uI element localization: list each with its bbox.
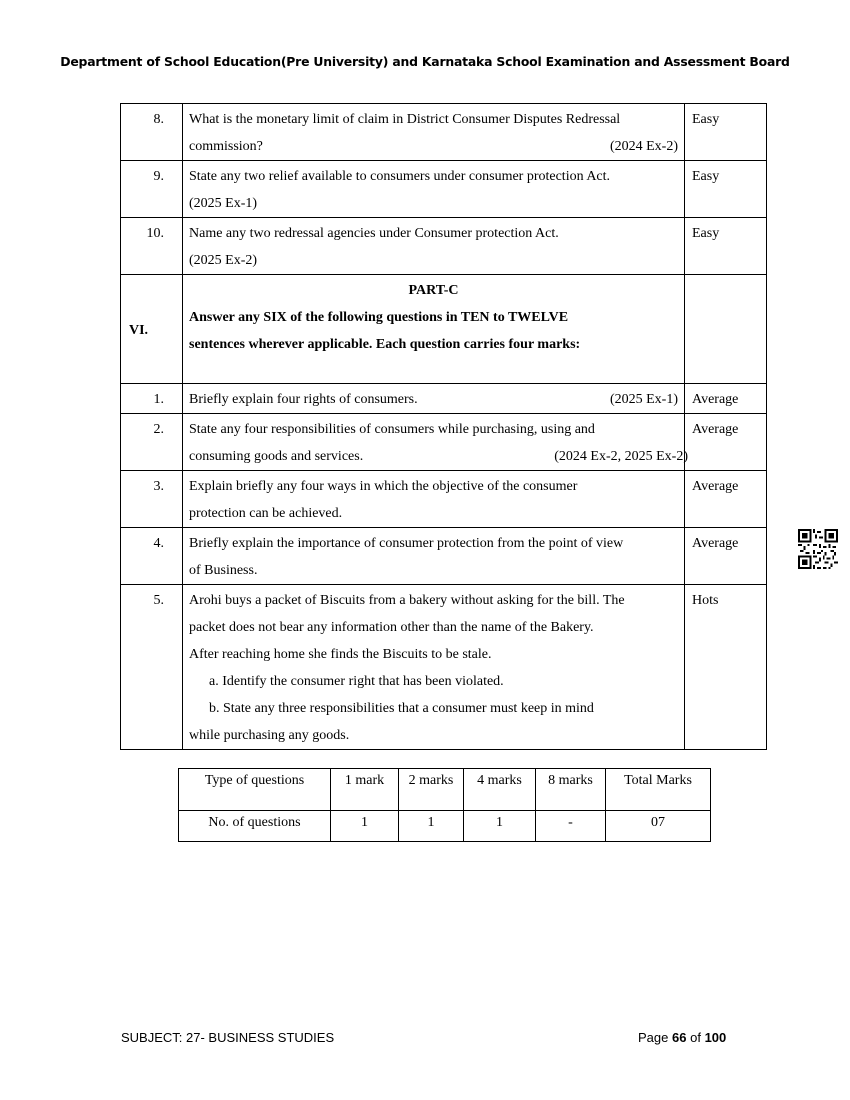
question-number: 10. <box>121 218 183 275</box>
difficulty-level: Average <box>685 414 767 471</box>
table-row <box>121 528 767 585</box>
question-line <box>189 133 678 160</box>
section-instruction: Answer any SIX of the following questions in TEN to TWELVE <box>189 310 569 325</box>
difficulty-level: Easy <box>685 104 767 161</box>
section-roman-numeral: VI. <box>121 275 183 384</box>
exam-reference: (2024 Ex-2, 2025 Ex-2) <box>554 449 688 464</box>
question-number: 5. <box>121 585 183 750</box>
table-row <box>121 275 767 384</box>
footer-page-number <box>638 1030 726 1045</box>
question-text <box>183 528 685 585</box>
question-line-text: consuming goods and services. <box>189 449 364 464</box>
summary-cell: 07 <box>606 811 711 842</box>
exam-reference: (2024 Ex-2) <box>609 139 678 154</box>
question-line: while purchasing any goods. <box>189 728 350 743</box>
question-line: protection can be achieved. <box>189 506 343 521</box>
difficulty-level: Hots <box>685 585 767 750</box>
table-row <box>121 104 767 161</box>
summary-header: 1 mark <box>331 769 399 811</box>
question-text <box>183 218 685 275</box>
question-line-text: Briefly explain four rights of consumers. <box>189 392 418 407</box>
difficulty-level: Average <box>685 471 767 528</box>
question-line: What is the monetary limit of claim in District Consumer Disputes Redressal <box>189 112 621 127</box>
section-title: PART-C <box>408 283 459 298</box>
question-number: 8. <box>121 104 183 161</box>
question-text <box>183 585 685 750</box>
question-line: Explain briefly any four ways in which the objective of the consumer <box>189 479 578 494</box>
summary-header-row <box>179 769 711 811</box>
section-instruction: sentences wherever applicable. Each question carries four marks: <box>189 337 581 352</box>
page-total: 100 <box>704 1030 727 1045</box>
question-number: 9. <box>121 161 183 218</box>
page-header: Department of School Education(Pre University) and Karnataka School Examination and Assessment Board <box>60 54 790 69</box>
question-line: State any two relief available to consumers under consumer protection Act. <box>189 169 611 184</box>
questions-table <box>120 103 767 750</box>
question-text <box>183 414 688 471</box>
summary-cell: 1 <box>464 811 536 842</box>
sub-question-b: b. State any three responsibilities that a consumer must keep in mind <box>209 701 594 716</box>
question-number: 1. <box>121 384 183 414</box>
summary-cell: - <box>536 811 606 842</box>
question-line <box>189 386 678 413</box>
summary-data-row <box>179 811 711 842</box>
question-number: 3. <box>121 471 183 528</box>
of-word: of <box>690 1030 701 1045</box>
question-line-text: commission? <box>189 139 263 154</box>
summary-header: 8 marks <box>536 769 606 811</box>
question-line: Briefly explain the importance of consumer protection from the point of view <box>189 536 624 551</box>
table-row <box>121 414 767 471</box>
summary-header: Total Marks <box>606 769 711 811</box>
footer-subject: SUBJECT: 27- BUSINESS STUDIES <box>121 1030 335 1045</box>
exam-reference: (2025 Ex-1) <box>189 196 258 211</box>
question-line: Name any two redressal agencies under Consumer protection Act. <box>189 226 559 241</box>
question-line <box>189 443 688 470</box>
question-line: packet does not bear any information other than the name of the Bakery. <box>189 620 594 635</box>
difficulty-level: Easy <box>685 161 767 218</box>
qr-code-icon <box>798 529 838 569</box>
question-text <box>183 471 685 528</box>
question-line: State any four responsibilities of consumers while purchasing, using and <box>189 422 595 437</box>
table-row <box>121 585 767 750</box>
question-text <box>183 384 685 414</box>
difficulty-level: Average <box>685 528 767 585</box>
summary-cell: 1 <box>331 811 399 842</box>
question-number: 4. <box>121 528 183 585</box>
question-line: After reaching home she finds the Biscuits to be stale. <box>189 647 492 662</box>
table-row <box>121 471 767 528</box>
exam-reference: (2025 Ex-1) <box>609 392 678 407</box>
page-current: 66 <box>672 1030 687 1045</box>
sub-question-a: a. Identify the consumer right that has been violated. <box>209 674 504 689</box>
summary-cell: 1 <box>399 811 464 842</box>
question-number: 2. <box>121 414 183 471</box>
page-word: Page <box>638 1030 669 1045</box>
table-row <box>121 384 767 414</box>
question-text <box>183 161 685 218</box>
marks-summary-table <box>178 768 711 842</box>
summary-header: 4 marks <box>464 769 536 811</box>
question-line: of Business. <box>189 563 258 578</box>
question-text <box>183 104 685 161</box>
table-row <box>121 161 767 218</box>
difficulty-level: Easy <box>685 218 767 275</box>
summary-header: Type of questions <box>179 769 331 811</box>
difficulty-level: Average <box>685 384 767 414</box>
summary-header: 2 marks <box>399 769 464 811</box>
empty-cell <box>685 275 767 384</box>
summary-cell: No. of questions <box>179 811 331 842</box>
table-row <box>121 218 767 275</box>
part-c-block <box>183 275 685 384</box>
question-line: Arohi buys a packet of Biscuits from a bakery without asking for the bill. The <box>189 593 625 608</box>
exam-reference: (2025 Ex-2) <box>189 253 258 268</box>
